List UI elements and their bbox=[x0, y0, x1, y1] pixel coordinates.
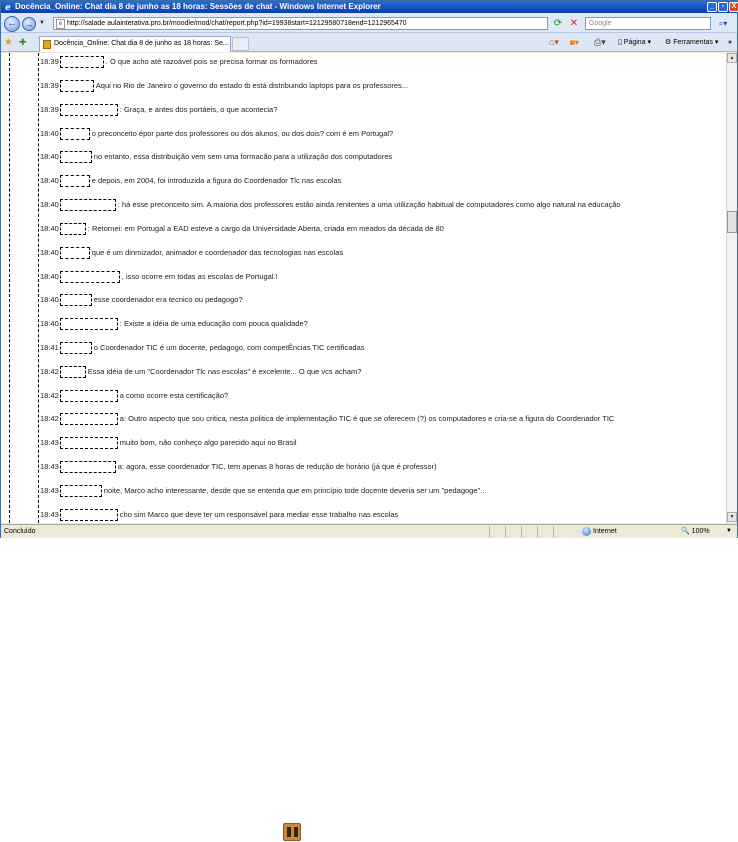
message-text: : Existe a idéia de uma educação com pouca qualidade? bbox=[119, 319, 308, 328]
message-time: 18:43 bbox=[40, 438, 59, 447]
redacted-username bbox=[60, 509, 118, 521]
tab-chat-report[interactable] bbox=[39, 36, 231, 52]
redacted-username bbox=[60, 271, 120, 283]
address-input[interactable] bbox=[53, 17, 548, 30]
chat-message bbox=[40, 79, 408, 93]
message-time: 18:39 bbox=[40, 81, 59, 90]
message-text: no entanto, essa distribuição vem sem uma formacão para a utilização dos computadores bbox=[93, 152, 393, 161]
redacted-username bbox=[60, 56, 104, 68]
message-time: 18:43 bbox=[40, 462, 59, 471]
search-placeholder: Google bbox=[589, 20, 612, 27]
message-text: o Coordenador TIC é um docente, pedagogo, com competÊncias TIC certificadas bbox=[93, 343, 365, 352]
vertical-scrollbar[interactable] bbox=[726, 53, 737, 523]
status-segment bbox=[505, 526, 519, 537]
message-text: : há esse preconceito sim. A maioria dos professores estão ainda renitentes a uma utilização habitual de computadores como algo natural na educação bbox=[117, 200, 621, 209]
chat-message bbox=[40, 246, 343, 260]
tools-menu-label: Ferramentas bbox=[673, 39, 713, 46]
redacted-username bbox=[60, 318, 118, 330]
message-time: 18:40 bbox=[40, 319, 59, 328]
chat-message bbox=[40, 317, 308, 331]
tools-menu-button[interactable]: ⚙ Ferramentas ▾ bbox=[665, 39, 719, 46]
message-time: 18:40 bbox=[40, 295, 59, 304]
message-text: a: agora, esse coordenador TIC, tem apenas 8 horas de redução de horário (já que é professor) bbox=[117, 462, 437, 471]
message-time: 18:42 bbox=[40, 414, 59, 423]
message-text: muito bom, não conheço algo parecido aqui no Brasil bbox=[119, 438, 297, 447]
message-time: 18:42 bbox=[40, 391, 59, 400]
redacted-username bbox=[60, 390, 118, 402]
message-text: Aqui no Rio de Janeiro o governo do estado tb está distribuindo laptops para os professores... bbox=[95, 81, 409, 90]
floating-app-icon bbox=[283, 823, 301, 841]
zoom-level[interactable]: 🔍 100% bbox=[681, 528, 710, 535]
chat-message bbox=[40, 460, 437, 474]
redacted-username bbox=[60, 80, 94, 92]
chat-message bbox=[40, 389, 228, 403]
chat-message bbox=[40, 436, 297, 450]
message-text: , isso ocorre em todas as escolas de Portugal.! bbox=[121, 272, 278, 281]
redacted-username bbox=[60, 175, 90, 187]
message-text: que é um dinmizador, animador e coordenador das tecnologias nas escolas bbox=[91, 248, 344, 257]
redacted-username bbox=[60, 128, 90, 140]
redacted-username bbox=[60, 151, 92, 163]
redacted-username bbox=[60, 485, 102, 497]
message-time: 18:40 bbox=[40, 200, 59, 209]
zoom-dropdown-icon[interactable]: ▼ bbox=[726, 528, 732, 534]
status-segment bbox=[537, 526, 551, 537]
message-text: Essa idéia de um "Coordenador Tlc nas escolas" é excelente... O que vcs acham? bbox=[87, 367, 362, 376]
chat-message bbox=[40, 293, 243, 307]
chat-report-content bbox=[1, 53, 726, 523]
redacted-username bbox=[60, 199, 116, 211]
stop-icon[interactable]: ✕ bbox=[569, 18, 579, 29]
page-menu-label: Página bbox=[623, 39, 646, 46]
print-icon[interactable]: ⎙▾ bbox=[594, 37, 606, 47]
add-favorites-icon[interactable]: ✚ bbox=[19, 37, 27, 47]
maximize-button[interactable]: ▫ bbox=[718, 2, 728, 12]
back-arrow-icon[interactable]: ← bbox=[4, 16, 20, 32]
status-text: Concluído bbox=[4, 528, 36, 535]
message-time: 18:39 bbox=[40, 105, 59, 114]
redacted-username bbox=[60, 461, 116, 473]
address-row bbox=[1, 14, 737, 33]
chat-message bbox=[40, 174, 341, 188]
favorites-star-icon[interactable]: ★ bbox=[4, 37, 13, 48]
message-time: 18:40 bbox=[40, 272, 59, 281]
status-segment bbox=[553, 526, 567, 537]
more-commands-button[interactable]: » bbox=[728, 39, 732, 46]
chat-message bbox=[40, 127, 393, 141]
ie-icon: ℯ bbox=[5, 2, 11, 12]
chat-message bbox=[40, 103, 277, 117]
chat-message bbox=[40, 270, 278, 284]
search-input[interactable] bbox=[585, 17, 711, 30]
chat-message bbox=[40, 341, 364, 355]
redacted-username bbox=[60, 413, 118, 425]
redacted-username bbox=[60, 247, 90, 259]
minimize-button[interactable]: _ bbox=[707, 2, 717, 12]
forward-arrow-icon[interactable]: → bbox=[22, 17, 36, 31]
message-time: 18:40 bbox=[40, 129, 59, 138]
message-text: esse coordenador era tecnico ou pedagogo? bbox=[93, 295, 243, 304]
message-text: : Graça, e antes dos portáeis, o que acontecia? bbox=[119, 105, 278, 114]
message-time: 18:40 bbox=[40, 176, 59, 185]
chat-message bbox=[40, 222, 444, 236]
tab-label: Docência_Online: Chat dia 8 de junho as 18 horas: Se... bbox=[54, 40, 229, 47]
message-text: o preconceito épor parte dos professores ou dos alunos, ou dos dois? com é em Portugal? bbox=[91, 129, 394, 138]
status-bar bbox=[1, 524, 737, 538]
status-segment bbox=[521, 526, 535, 537]
chat-message bbox=[40, 198, 621, 212]
chat-message bbox=[40, 412, 614, 426]
redacted-username bbox=[60, 223, 86, 235]
chat-message bbox=[40, 55, 318, 69]
scroll-down-arrow-icon[interactable]: ▼ bbox=[727, 512, 737, 522]
redacted-username bbox=[60, 104, 118, 116]
zoom-value: 100% bbox=[691, 528, 710, 535]
refresh-icon[interactable]: ⟳ bbox=[553, 18, 563, 29]
chat-message bbox=[40, 365, 361, 379]
chat-message bbox=[40, 150, 392, 164]
left-frame-border bbox=[9, 53, 39, 523]
message-time: 18:40 bbox=[40, 152, 59, 161]
message-time: 18:43 bbox=[40, 510, 59, 519]
message-text: . O que acho até razoável pois se precisa formar os formadores bbox=[105, 57, 318, 66]
feeds-icon[interactable]: ◙▾ bbox=[570, 38, 579, 47]
redacted-username bbox=[60, 437, 118, 449]
message-text: noite, Marco acho interessante, desde que se entenda que em princípio tode docente deveria ser um "pedagoge"... bbox=[103, 486, 487, 495]
redacted-username bbox=[60, 366, 86, 378]
command-row bbox=[1, 34, 737, 52]
recent-pages-dropdown-icon[interactable]: ▼ bbox=[39, 20, 45, 26]
security-zone: Internet bbox=[593, 528, 617, 535]
redacted-username bbox=[60, 294, 92, 306]
message-time: 18:40 bbox=[40, 248, 59, 257]
redacted-username bbox=[60, 342, 92, 354]
window-title: Docência_Online: Chat dia 8 de junho as 18 horas: Sessões de chat - Windows Internet Explorer bbox=[15, 2, 381, 11]
message-text: a como ocorre esta certificação? bbox=[119, 391, 229, 400]
scroll-up-arrow-icon[interactable]: ▲ bbox=[727, 53, 737, 63]
message-time: 18:43 bbox=[40, 486, 59, 495]
chat-message bbox=[40, 484, 486, 498]
message-time: 18:41 bbox=[40, 343, 59, 352]
address-url: http://salade aulainterativa.pro.br/moodle/mod/chat/report.php?id=19938start=12129580718end=1212965470 bbox=[67, 20, 407, 27]
message-text: a: Outro aspecto que sou critica, nesta politica de implementação TIC é que se oferecem (?) os computadores e cria-se a figura do Coordenador TIC bbox=[119, 414, 615, 423]
chat-message bbox=[40, 508, 398, 522]
title-bar bbox=[1, 1, 737, 13]
message-time: 18:40 bbox=[40, 224, 59, 233]
scrollbar-thumb[interactable] bbox=[727, 211, 737, 233]
search-icon[interactable]: ⌕▾ bbox=[718, 19, 728, 28]
message-text: : Retornei: em Portugal a EAD esteve a cargo da Universidade Aberta, criada em meados da década de 80 bbox=[87, 224, 444, 233]
home-icon[interactable]: ⌂▾ bbox=[549, 37, 559, 47]
message-text: e depois, em 2004, foi introduzida a figura do Coordenador Tlc nas escolas bbox=[91, 176, 342, 185]
message-time: 18:39 bbox=[40, 57, 59, 66]
message-time: 18:42 bbox=[40, 367, 59, 376]
message-text: cho sim Marco que deve ter um responsável para mediar esse trabalho nas escolas bbox=[119, 510, 399, 519]
status-segment bbox=[489, 526, 503, 537]
moodle-tab-icon bbox=[43, 40, 51, 49]
close-button[interactable]: X bbox=[729, 2, 738, 12]
page-menu-button[interactable]: ▯ Página ▾ bbox=[618, 39, 652, 46]
new-tab-button[interactable] bbox=[232, 37, 249, 51]
page-icon: e bbox=[56, 19, 65, 29]
